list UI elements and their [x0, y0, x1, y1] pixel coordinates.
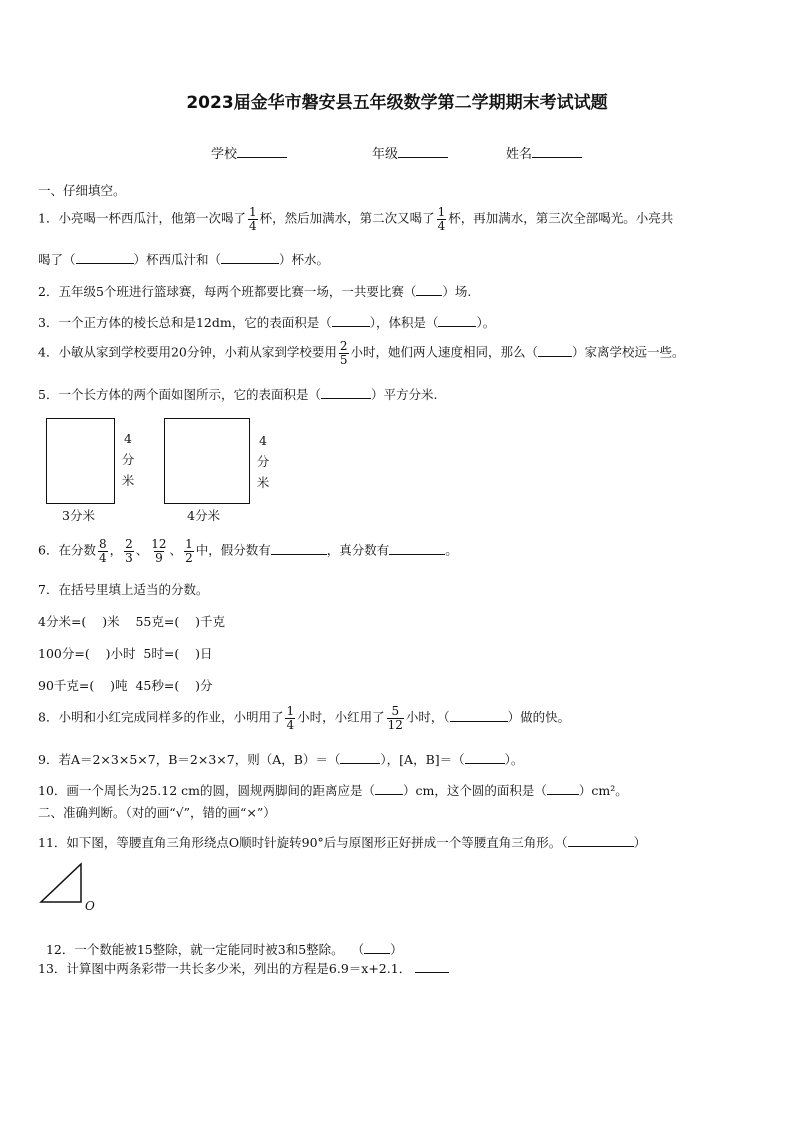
q1-text-e: ）杯西瓜汁和（	[133, 252, 222, 267]
q7-line-3: 90千克=( )吨 45秒=( )分	[38, 678, 213, 693]
face-2-bottom-label: 4分米	[187, 508, 220, 523]
face-2-side-label: 4 分 米	[256, 433, 270, 490]
q9-blank-2[interactable]	[465, 751, 505, 764]
point-o-label: O	[85, 899, 95, 913]
q10-blank-2[interactable]	[547, 782, 579, 795]
q3-blank-1[interactable]	[332, 314, 370, 327]
q1-text-c: 杯，再加满水，第三次全部喝光。小亮共	[448, 210, 674, 226]
q10-text-c: ）cm²。	[578, 783, 628, 798]
q4-text-c: ）家离学校远一些。	[572, 344, 685, 360]
question-1	[38, 206, 673, 232]
q5-text-a: 5．一个长方体的两个面如图所示，它的表面积是（	[38, 387, 321, 402]
q6-text-d: 。	[445, 542, 458, 558]
q3-text-c: ）。	[476, 315, 496, 330]
q8-blank[interactable]	[450, 709, 508, 722]
q1-fraction-2: $\frac{1}{4}$	[437, 205, 446, 233]
q4-text-b: 小时，她们两人速度相同，那么（	[350, 344, 539, 360]
school-blank[interactable]	[237, 145, 287, 158]
question-3	[38, 314, 495, 330]
q12-text-a: 12．一个数能被15整除，就一定能同时被3和5整除。 （	[45, 941, 365, 957]
q8-fraction-1: $\frac{1}{4}$	[286, 704, 295, 732]
section-2-heading: 二、准确判断。（对的画“√”，错的画“×”）	[38, 805, 276, 820]
q6-fraction-3: $\frac{12}{9}$	[151, 537, 167, 565]
q3-text-b: ），体积是（	[369, 315, 439, 330]
q9-text-c: ）。	[504, 752, 524, 767]
q2-blank[interactable]	[416, 283, 442, 296]
q6-fraction-1: $\frac{8}{4}$	[98, 537, 107, 565]
q7-line-1: 4分米=( )米 55克=( )千克	[38, 614, 225, 629]
isosceles-right-triangle	[41, 864, 81, 902]
q2-text-b: ）场.	[442, 284, 472, 299]
q8-text-b: 小时，小红用了	[297, 709, 385, 725]
q7-line-2: 100分=( )小时 5时=( )日	[38, 646, 213, 661]
q8-fraction-2: $\frac{5}{12}$	[387, 704, 403, 732]
question-10	[38, 782, 628, 798]
q1-fraction-1: $\frac{1}{4}$	[248, 205, 257, 233]
q4-blank[interactable]	[538, 344, 572, 357]
face-1-side-label: 4 分 米	[121, 431, 135, 488]
question-9	[38, 751, 523, 767]
question-6: 6．在分数 $\frac{8}{4}$ ， $\frac{2}{3}$ 、 $\frac{12}{9}$ 、 $\frac{1}{2}$ 中，假分数有 ，真分数有 。	[38, 537, 458, 565]
q8-text-d: ）做的快。	[507, 709, 571, 725]
q9-text-a: 9．若A＝2×3×5×7，B＝2×3×7，则（A，B）＝（	[38, 752, 341, 767]
face-1-bottom-label: 3分米	[62, 508, 95, 523]
q10-blank-1[interactable]	[375, 782, 403, 795]
question-2	[38, 283, 471, 299]
q13-blank[interactable]	[415, 960, 449, 973]
q10-text-a: 10．画一个周长为25.12 cm的圆，圆规两脚间的距离应是（	[38, 783, 376, 798]
q1-blank-1[interactable]	[76, 251, 134, 264]
name-label: 姓名	[506, 147, 533, 162]
q13-text-a: 13．计算图中两条彩带一共长多少米，列出的方程是6.9＝x+2.1．	[38, 961, 412, 976]
q8-text-a: 8．小明和小红完成同样多的作业，小明用了	[38, 709, 284, 725]
q1-text-a: 1．小亮喝一杯西瓜汁，他第一次喝了	[38, 210, 246, 226]
name-blank[interactable]	[532, 145, 582, 158]
question-12	[38, 928, 403, 956]
q3-text-a: 3．一个正方体的棱长总和是12dm，它的表面积是（	[38, 315, 332, 330]
grade-blank[interactable]	[398, 145, 448, 158]
section-1-heading: 一、仔细填空。	[38, 183, 126, 198]
q9-text-b: ），[A，B]＝（	[380, 752, 465, 767]
q9-blank-1[interactable]	[340, 751, 380, 764]
q6-text-b: 中，假分数有	[195, 542, 271, 558]
rectangle-face-2	[164, 418, 250, 504]
question-13	[38, 960, 449, 976]
q6-fraction-2: $\frac{2}{3}$	[125, 537, 133, 565]
school-label: 学校	[211, 147, 238, 162]
question-11	[38, 834, 646, 850]
question-7: 7．在括号里填上适当的分数。	[38, 582, 209, 597]
q10-text-b: ）cm，这个圆的面积是（	[403, 783, 547, 798]
q11-text-b: ）	[633, 835, 647, 850]
question-8	[38, 705, 570, 731]
q6-text-c: ，真分数有	[326, 542, 390, 558]
grade-label: 年级	[372, 147, 399, 162]
question-1-line2	[38, 251, 329, 267]
q11-text-a: 11．如下图，等腰直角三角形绕点O顺时针旋转90°后与原图形正好拼成一个等腰直角三角形。（	[38, 835, 568, 850]
question-4	[38, 340, 685, 366]
q6-fraction-4: $\frac{1}{2}$	[185, 537, 193, 565]
q4-text-a: 4．小敏从家到学校要用20分钟，小莉从家到学校要用	[38, 344, 337, 360]
question-5	[38, 386, 437, 402]
q1-text-b: 杯，然后加满水，第二次又喝了	[259, 210, 435, 226]
q1-text-d: 喝了（	[38, 252, 76, 267]
q5-blank[interactable]	[321, 386, 371, 399]
q12-text-b: ）	[390, 941, 403, 957]
page-title: 2023届金华市磐安县五年级数学第二学期期末考试试题	[186, 93, 608, 113]
q8-text-c: 小时，（	[405, 709, 450, 725]
q5-text-b: ）平方分米.	[370, 387, 438, 402]
q6-blank-2[interactable]	[389, 542, 445, 555]
q4-fraction: $\frac{2}{5}$	[339, 339, 348, 367]
school-field	[211, 143, 287, 162]
q6-blank-1[interactable]	[271, 542, 327, 555]
name-field	[506, 143, 582, 162]
q6-text-a: 6．在分数	[38, 542, 96, 558]
q2-text-a: 2．五年级5个班进行篮球赛，每两个班都要比赛一场，一共要比赛（	[38, 284, 417, 299]
q1-blank-2[interactable]	[221, 251, 279, 264]
q3-blank-2[interactable]	[438, 314, 476, 327]
rectangle-face-1	[46, 418, 115, 504]
q1-text-f: ）杯水。	[279, 252, 330, 267]
grade-field	[372, 143, 448, 162]
q11-blank[interactable]	[568, 834, 634, 847]
q12-blank[interactable]	[364, 941, 390, 954]
